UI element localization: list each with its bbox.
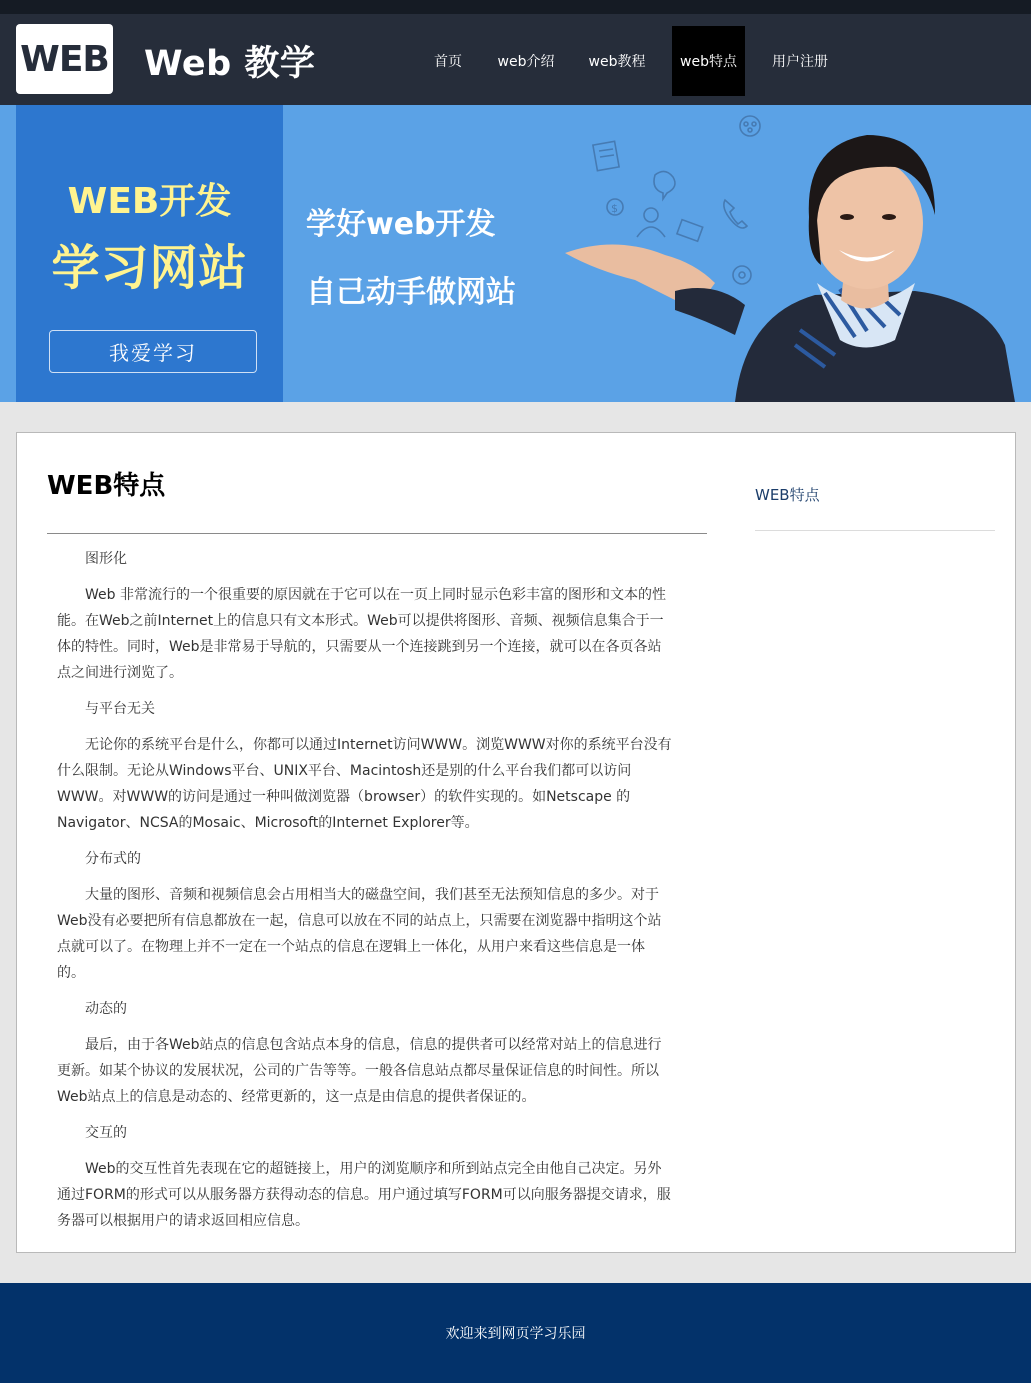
document-icon <box>593 141 619 170</box>
banner-subheading: 学习网站 <box>51 240 248 296</box>
phone-icon <box>724 200 747 228</box>
user-icon <box>637 208 665 237</box>
title-divider <box>47 533 707 534</box>
nav-item-home[interactable]: 首页 <box>434 54 462 70</box>
love-learning-button[interactable]: 我爱学习 <box>49 330 257 373</box>
settings-icon <box>733 266 751 284</box>
page-title: WEB特点 <box>47 471 166 501</box>
site-header <box>0 14 1031 105</box>
site-logo[interactable]: WEB <box>16 24 113 94</box>
banner-left-panel <box>16 105 283 402</box>
section-heading-interactive: 交互的 <box>85 1125 127 1141</box>
chat-bubble-icon <box>654 171 675 199</box>
banner-slogan-1: 学好web开发 <box>306 207 496 242</box>
top-strip <box>0 0 1031 14</box>
section-heading-platform: 与平台无关 <box>85 701 155 717</box>
svg-text:$: $ <box>611 202 618 215</box>
share-icon <box>740 116 760 136</box>
banner-heading: WEB开发 <box>67 181 232 222</box>
hero-banner <box>0 105 1031 402</box>
message-icon <box>677 220 703 242</box>
content-panel <box>16 432 1016 1253</box>
section-heading-dynamic: 动态的 <box>85 1001 127 1017</box>
nav-item-register[interactable]: 用户注册 <box>772 54 828 70</box>
section-body-interactive: Web的交互性首先表现在它的超链接上，用户的浏览顺序和所到站点完全由他自己决定。另外通过FORM的形式可以从服务器方获得动态的信息。用户通过填写FORM可以向服务器提交请求，服务器可以根据用户的请求返回相应信息。 <box>57 1161 671 1229</box>
section-body-graphics: Web 非常流行的一个很重要的原因就在于它可以在一页上同时显示色彩丰富的图形和文本的性能。在Web之前Internet上的信息只有文本形式。Web可以提供将图形、音频、视频信息集合于一体的特性。同时，Web是非常易于导航的，只需要从一个连接跳到另一个连接，就可以在各页各站点之间进行浏览了。 <box>57 587 666 681</box>
section-heading-graphics: 图形化 <box>85 551 127 567</box>
site-title: Web 教学 <box>144 44 316 84</box>
section-body-distributed: 大量的图形、音频和视频信息会占用相当大的磁盘空间，我们甚至无法预知信息的多少。对于Web没有必要把所有信息都放在一起，信息可以放在不同的站点上，只需要在浏览器中指明这个站点就可以了。在物理上并不一定在一个站点的信息在逻辑上一体化，从用户来看这些信息是一体的。 <box>57 887 662 981</box>
nav-item-web-tutorial[interactable]: web教程 <box>588 54 646 70</box>
section-body-dynamic: 最后，由于各Web站点的信息包含站点本身的信息，信息的提供者可以经常对站上的信息进行更新。如某个协议的发展状况，公司的广告等等。一般各信息站点都尽量保证信息的时间性。所以Web站点上的信息是动态的、经常更新的，这一点是由信息的提供者保证的。 <box>57 1037 662 1105</box>
banner-illustration <box>555 105 1031 402</box>
section-heading-distributed: 分布式的 <box>85 851 141 867</box>
main-nav <box>418 26 855 96</box>
sidebar-link-web-features[interactable]: WEB特点 <box>755 486 820 504</box>
site-footer <box>0 1283 1031 1383</box>
dollar-icon <box>607 199 623 215</box>
article-body <box>57 543 672 1244</box>
sidebar-divider <box>755 530 995 531</box>
section-body-platform: 无论你的系统平台是什么，你都可以通过Internet访问WWW。浏览WWW对你的系统平台没有什么限制。无论从Windows平台、UNIX平台、Macintosh还是别的什么平台我们都可以访问WWW。对WWW的访问是通过一种叫做浏览器（browser）的软件实现的。如Netscape 的Navigator、NCSA的Mosaic、Microsoft的Internet Explorer等。 <box>57 737 672 831</box>
presenter-figure <box>565 135 1015 402</box>
footer-text: 欢迎来到网页学习乐园 <box>445 1326 586 1342</box>
nav-item-web-intro[interactable]: web介绍 <box>497 54 555 70</box>
nav-item-web-features[interactable]: web特点 <box>672 26 745 96</box>
banner-slogan-2: 自己动手做网站 <box>306 275 516 310</box>
